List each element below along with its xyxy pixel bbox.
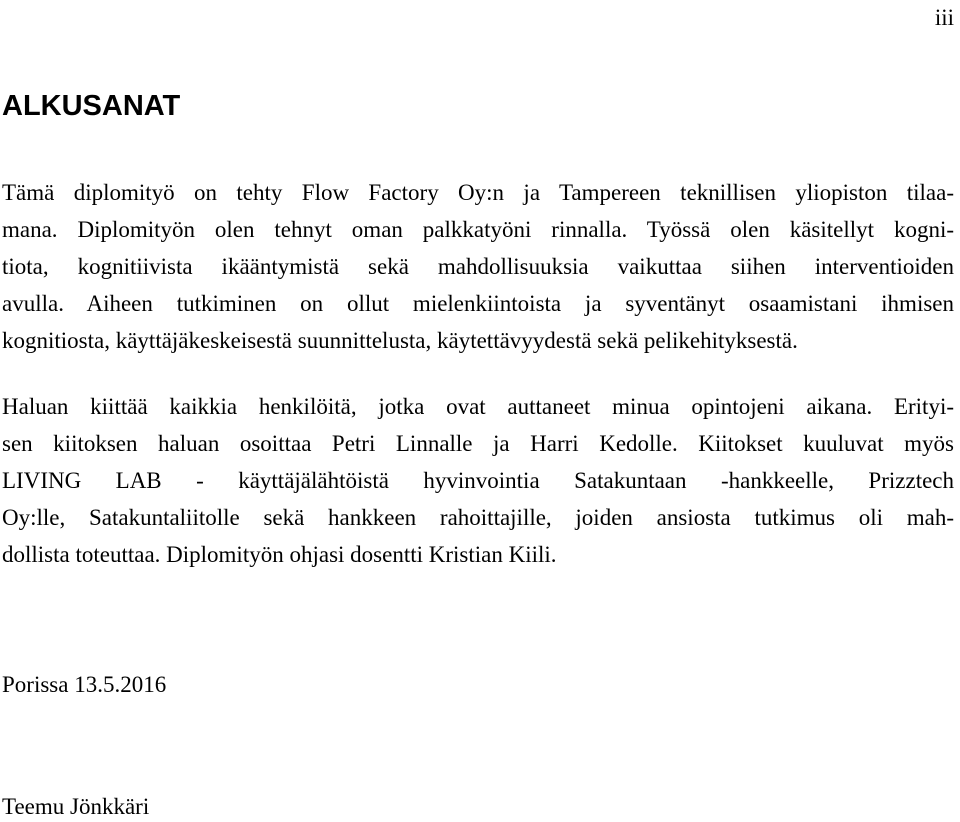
place-and-date: Porissa 13.5.2016 <box>2 672 167 697</box>
paragraph-line: tiota, kognitiivista ikääntymistä sekä mahdollisuuksia vaikuttaa siihen interventioiden <box>2 254 954 279</box>
paragraph-line: kognitiosta, käyttäjäkeskeisestä suunnittelusta, käytettävyydestä sekä pelikehityksestä. <box>2 328 798 353</box>
page-heading: ALKUSANAT <box>2 90 181 122</box>
paragraph-line: Oy:lle, Satakuntaliitolle sekä hankkeen rahoittajille, joiden ansiosta tutkimus oli mah- <box>2 505 954 530</box>
page-number: iii <box>934 5 954 30</box>
paragraph-line: dollista toteuttaa. Diplomityön ohjasi dosentti Kristian Kiili. <box>2 542 557 567</box>
paragraph-line: avulla. Aiheen tutkiminen on ollut mielenkiintoista ja syventänyt osaamistani ihmisen <box>2 291 954 316</box>
paragraph-line: LIVING LAB - käyttäjälähtöistä hyvinvointia Satakuntaan -hankkeelle, Prizztech <box>2 468 954 493</box>
paragraph-line: sen kiitoksen haluan osoittaa Petri Linnalle ja Harri Kedolle. Kiitokset kuuluvat myös <box>2 431 954 456</box>
paragraph-acknowledgement-context <box>2 174 954 359</box>
paragraph-line: mana. Diplomityön olen tehnyt oman palkkatyöni rinnalla. Työssä olen käsitellyt kogni- <box>2 217 954 242</box>
paragraph-line: Tämä diplomityö on tehty Flow Factory Oy:n ja Tampereen teknillisen yliopiston tilaa- <box>2 180 954 205</box>
paragraph-line: Haluan kiittää kaikkia henkilöitä, jotka ovat auttaneet minua opintojeni aikana. Erityi- <box>2 394 954 419</box>
paragraph-thanks <box>2 388 954 573</box>
author-name: Teemu Jönkkäri <box>2 794 150 819</box>
